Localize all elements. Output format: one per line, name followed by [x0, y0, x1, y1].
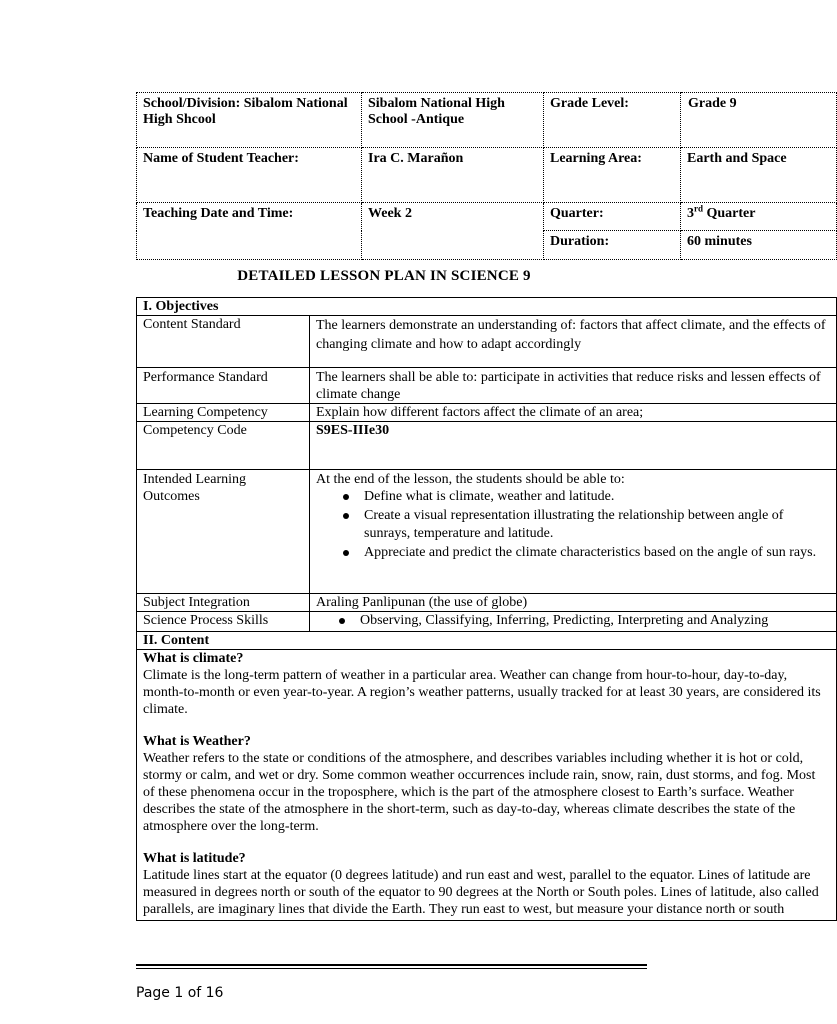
duration-label: Duration:: [544, 231, 681, 260]
lesson-plan-table: [136, 297, 837, 921]
quarter-number: 3: [687, 206, 694, 221]
process-skills-cell: [310, 612, 837, 632]
grade-value: Grade 9: [681, 93, 837, 148]
outcomes-intro: At the end of the lesson, the students should be able to:: [316, 472, 625, 487]
document-title: DETAILED LESSON PLAN IN SCIENCE 9: [237, 268, 531, 284]
footer-rule: [136, 964, 647, 966]
content-heading: II. Content: [137, 632, 837, 650]
weather-text: Weather refers to the state or conditions of the atmosphere, and describes variables including whether it is hot or cold, stormy or calm, and wet or dry. Some common weather occurrences include rain, snow, rain, dust storms, and fog. Most of these phenomena occur in the troposphere, which is the part of the atmosphere closest to Earth’s surface. Weather describes the state of the atmosphere in the short-term, such as day-to-day, whereas climate describes the state of the atmosphere over the long-term.: [143, 751, 816, 834]
weather-heading: What is Weather?: [143, 734, 251, 749]
learning-competency-value: Explain how different factors affect the climate of an area;: [310, 404, 837, 422]
outcomes-label: Intended Learning Outcomes: [137, 470, 310, 594]
page-number: Page 1 of 16: [136, 985, 224, 1001]
date-label: Teaching Date and Time:: [137, 203, 362, 260]
outcomes-cell: [310, 470, 837, 594]
process-skills-label: Science Process Skills: [137, 612, 310, 632]
competency-code-value: S9ES-IIIe30: [310, 422, 837, 470]
climate-text: Climate is the long-term pattern of weather in a particular area. Weather can change from hour-to-hour, day-to-day, month-to-month or even year-to-year. A region’s weather patterns, usually tracked for at least 30 years, are considered its climate.: [143, 668, 821, 717]
duration-value: 60 minutes: [681, 231, 837, 260]
content-standard-label: Content Standard: [137, 316, 310, 368]
subject-integration-label: Subject Integration: [137, 594, 310, 612]
school-label: School/Division: Sibalom National High Shcool: [137, 93, 362, 148]
teacher-value: Ira C. Marañon: [362, 148, 544, 203]
subject-integration-value: Araling Panlipunan (the use of globe): [310, 594, 837, 612]
content-body: [137, 650, 837, 921]
list-item: Create a visual representation illustrating the relationship between angle of sunrays, temperature and latitude.: [364, 507, 830, 543]
latitude-text: Latitude lines start at the equator (0 degrees latitude) and run east and west, parallel to the equator. Lines of latitude are measured in degrees north or south of the equator to 90 degrees at the North or South poles. Lines of latitude, also called parallels, are imaginary lines that divide the Earth. They run east to west, but measure your distance north or south: [143, 868, 819, 917]
learning-competency-label: Learning Competency: [137, 404, 310, 422]
climate-heading: What is climate?: [143, 651, 244, 666]
quarter-label: Quarter:: [544, 203, 681, 231]
teacher-label: Name of Student Teacher:: [137, 148, 362, 203]
grade-label: Grade Level:: [544, 93, 681, 148]
area-value: Earth and Space: [681, 148, 837, 203]
list-item: Observing, Classifying, Inferring, Predicting, Interpreting and Analyzing: [360, 612, 830, 630]
quarter-value: [681, 203, 837, 231]
performance-standard-value: The learners shall be able to: participate in activities that reduce risks and lessen effects of climate change: [310, 368, 837, 404]
date-value: Week 2: [362, 203, 544, 260]
outcomes-list: [316, 488, 830, 562]
process-skills-list: [316, 612, 830, 630]
objectives-heading: I. Objectives: [137, 298, 837, 316]
latitude-heading: What is latitude?: [143, 851, 246, 866]
quarter-suffix: rd: [694, 203, 703, 214]
footer-rule-thin: [136, 968, 647, 969]
content-standard-value: The learners demonstrate an understanding of: factors that affect climate, and the effects of changing climate and how to adapt accordingly: [310, 316, 837, 368]
quarter-word: Quarter: [706, 206, 756, 221]
lesson-info-table: [136, 92, 837, 260]
list-item: Appreciate and predict the climate characteristics based on the angle of sun rays.: [364, 544, 830, 562]
area-label: Learning Area:: [544, 148, 681, 203]
list-item: Define what is climate, weather and latitude.: [364, 488, 830, 506]
performance-standard-label: Performance Standard: [137, 368, 310, 404]
school-value: Sibalom National High School -Antique: [362, 93, 544, 148]
competency-code-label: Competency Code: [137, 422, 310, 470]
